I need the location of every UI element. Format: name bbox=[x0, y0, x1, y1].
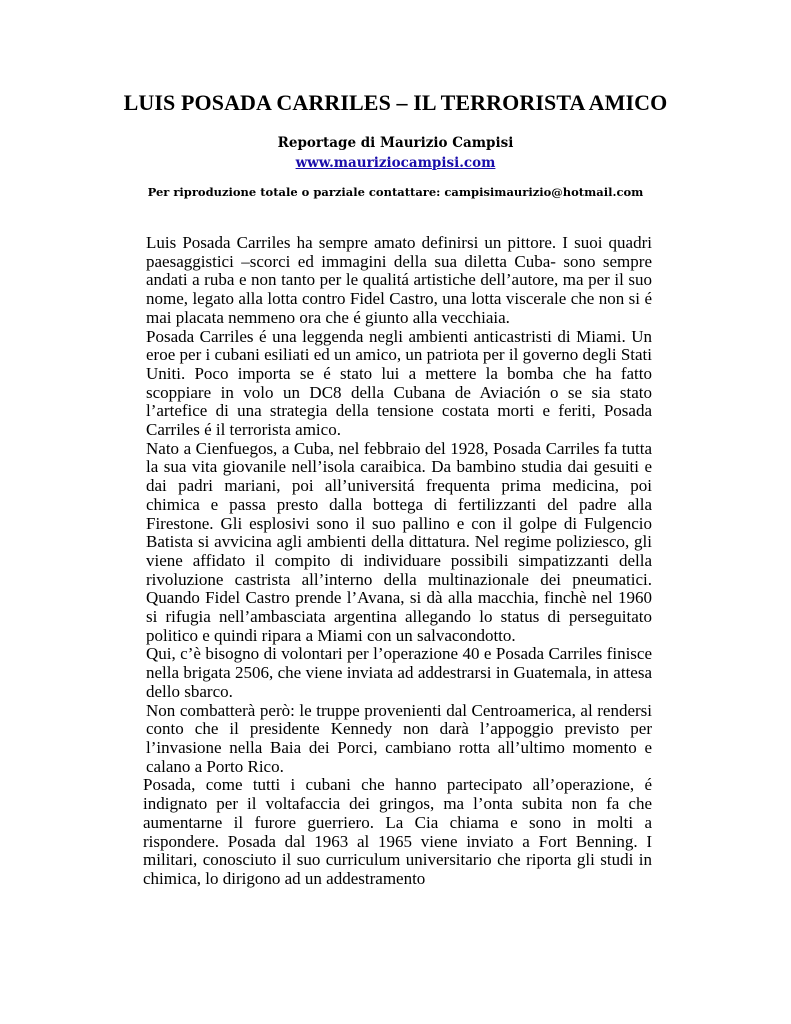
website-link[interactable]: www.mauriziocampisi.com bbox=[295, 155, 496, 171]
paragraph: Non combatterà però: le truppe provenienti dal Centroamerica, al rendersi conto che il presidente Kennedy non darà l’appoggio previsto per l’invasione nella Baia dei Porci, cambiano rotta all’ultimo momento e calano a Porto Rico. bbox=[146, 700, 652, 776]
article-body bbox=[143, 233, 652, 889]
paragraph: Posada, come tutti i cubani che hanno partecipato all’operazione, é indignato per il voltafaccia dei gringos, ma l’onta subita non fa che aumentarne il furore guerriero. La Cia chiama e sono in molti a rispondere. Posada dal 1963 al 1965 viene inviato a Fort Benning. I militari, conosciuto il suo curriculum universitario che riporta gli studi in chimica, lo dirigono ad un addestramento bbox=[143, 775, 652, 888]
paragraph: Qui, c’è bisogno di volontari per l’operazione 40 e Posada Carriles finisce nella brigata 2506, che viene inviata ad addestrarsi in Guatemala, in attesa dello sbarco. bbox=[146, 644, 652, 701]
author-byline: Reportage di Maurizio Campisi bbox=[277, 135, 514, 151]
document-title: LUIS POSADA CARRILES – IL TERRORISTA AMICO bbox=[123, 90, 668, 115]
paragraph: Posada Carriles é una leggenda negli ambienti anticastristi di Miami. Un eroe per i cubani esiliati ed un amico, un patriota per il governo degli Stati Uniti. Poco importa se é stato lui a mettere la bomba che ha fatto scoppiare in volo un DC8 della Cubana de Aviación o se sia stato l’artefice di una strategia della tensione costata morti e feriti, Posada Carriles é il terrorista amico. bbox=[146, 326, 652, 440]
paragraph: Nato a Cienfuegos, a Cuba, nel febbraio del 1928, Posada Carriles fa tutta la sua vita giovanile nell’isola caraibica. Da bambino studia dai gesuiti e dai padri mariani, poi all’universitá frequenta prima medicina, poi chimica e passa presto dalla bottega di fertilizzanti del padre alla Firestone. Gli esplosivi sono il suo pallino e con il golpe di Fulgencio Batista si avvicina agli ambienti della dittatura. Nel regime poliziesco, gli viene affidato il compito di individuare possibili simpatizzanti della rivoluzione castrista all’interno della multinazionale dei pneumatici. Quando Fidel Castro prende l’Avana, si dà alla macchia, finchè nel 1960 si rifugia nell’ambasciata argentina allegando lo status di perseguitato politico e quindi ripara a Miami con un salvacondotto. bbox=[146, 438, 652, 645]
contact-note: Per riproduzione totale o parziale contattare: campisimaurizio@hotmail.com bbox=[147, 185, 644, 199]
paragraph: Luis Posada Carriles ha sempre amato definirsi un pittore. I suoi quadri paesaggistici –scorci ed immagini della sua diletta Cuba- sono sempre andati a ruba e non tanto per le qualitá artistiche dell’autore, ma per il suo nome, legato alla lotta contro Fidel Castro, una lotta viscerale che non si é mai placata nemmeno ora che é giunto alla vecchiaia. bbox=[146, 233, 652, 327]
byline-block bbox=[0, 133, 791, 173]
